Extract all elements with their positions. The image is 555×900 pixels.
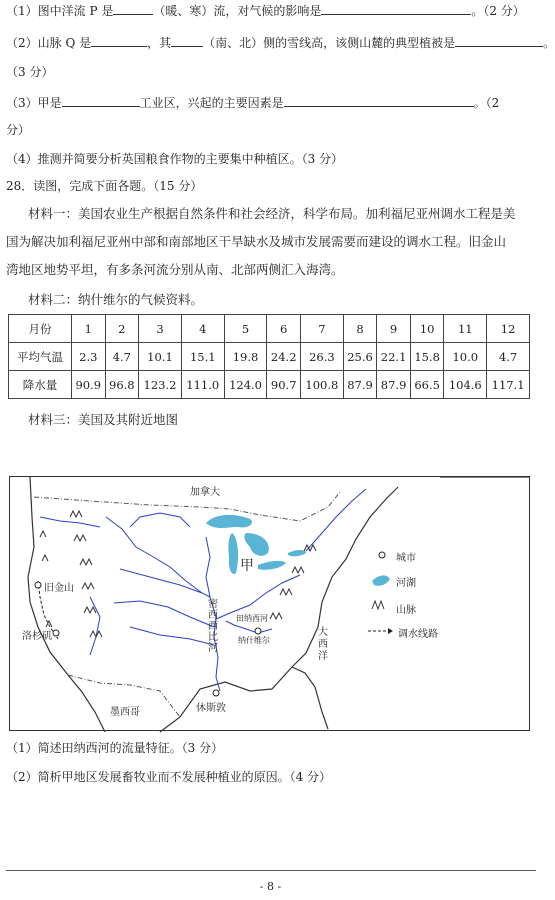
answer-blank[interactable]	[113, 2, 153, 15]
great-lake-erie	[258, 561, 286, 570]
missouri-river	[106, 517, 210, 597]
rocky-mountains-icon	[70, 511, 102, 637]
temperature-cell: 25.6	[343, 343, 377, 371]
material-1-line-3: 湾地区地势平坦，有多条河流分别从南、北部两侧汇入海湾。	[6, 262, 344, 277]
label-nashville: 纳什维尔	[238, 636, 270, 645]
month-cell: 12	[487, 315, 530, 343]
question-3-prefix: （3）甲是	[6, 96, 62, 110]
material-3-title: 材料三：美国及其附近地图	[28, 412, 179, 427]
answer-blank[interactable]	[171, 34, 203, 47]
temperature-cell: 4.7	[105, 343, 139, 371]
question-2-mid2: （南、北）侧的雪线高，该侧山麓的典型植被是	[203, 36, 456, 50]
temperature-cell: 15.8	[410, 343, 444, 371]
material-1-line-1: 材料一：美国农业生产根据自然条件和社会经济，科学布局。加利福尼亚州调水工程是美	[28, 206, 516, 221]
platte-river	[120, 569, 202, 593]
legend-city-label: 城市	[396, 553, 416, 564]
precipitation-cell: 90.7	[267, 371, 301, 399]
temperature-cell: 4.7	[487, 343, 530, 371]
legend-mountain-icon	[372, 601, 384, 609]
material-1-line-2: 国为解决加利福尼亚州中部和南部地区干旱缺水及城市发展需要而建设的调水工程。旧金山	[6, 234, 507, 249]
precipitation-cell: 87.9	[377, 371, 411, 399]
label-tennessee-river: 田纳西河	[236, 614, 268, 623]
question-3	[6, 94, 499, 111]
label-atlantic: 大西洋	[318, 627, 328, 662]
legend-city-icon	[379, 552, 385, 558]
precipitation-cell: 124.0	[224, 371, 267, 399]
month-cell: 10	[410, 315, 444, 343]
month-cell: 7	[300, 315, 343, 343]
question-2	[6, 34, 555, 51]
label-jia: 甲	[240, 558, 254, 574]
answer-blank[interactable]	[455, 34, 543, 47]
month-cell: 11	[444, 315, 487, 343]
table-row-temperature	[9, 343, 530, 371]
label-houston: 休斯敦	[196, 703, 226, 714]
subquestion-2: （2）简析甲地区发展畜牧业而不发展种植业的原因。（4 分）	[6, 770, 332, 784]
usa-map	[9, 476, 530, 731]
precipitation-cell: 117.1	[487, 371, 530, 399]
question-1-mid: （暖、寒）流，对气候的影响是	[153, 4, 322, 18]
precipitation-cell: 90.9	[72, 371, 106, 399]
material-2-title: 材料二：纳什维尔的气候资料。	[28, 292, 204, 307]
question-3-mid: 工业区，兴起的主要因素是	[139, 96, 284, 110]
month-cell: 5	[224, 315, 267, 343]
map-drawing	[10, 477, 531, 732]
great-lake-ontario	[288, 550, 306, 556]
page-number: - 8 -	[259, 880, 282, 893]
florida	[292, 667, 328, 729]
month-cell: 6	[267, 315, 301, 343]
nashville-marker	[255, 628, 261, 634]
month-cell: 4	[181, 315, 224, 343]
temperature-cell: 10.1	[139, 343, 182, 371]
st-lawrence-river	[306, 489, 366, 551]
precipitation-cell: 111.0	[181, 371, 224, 399]
question-4: （4）推测并简要分析英国粮食作物的主要集中种植区。（3 分）	[6, 152, 344, 166]
great-lake-michigan	[228, 533, 238, 574]
great-lake-huron	[244, 533, 268, 556]
precipitation-cell: 96.8	[105, 371, 139, 399]
temperature-cell: 24.2	[267, 343, 301, 371]
coastline	[28, 477, 530, 732]
month-cell: 8	[343, 315, 377, 343]
table-row-months	[9, 315, 530, 343]
gulf-coast	[160, 487, 398, 732]
precipitation-cell: 100.8	[300, 371, 343, 399]
houston-marker	[213, 690, 219, 696]
legend-lake-label: 河湖	[396, 578, 416, 589]
answer-blank[interactable]	[62, 94, 140, 107]
arkansas-river	[114, 601, 214, 627]
temperature-cell: 19.8	[224, 343, 267, 371]
temperature-cell: 10.0	[444, 343, 487, 371]
row-header-temperature: 平均气温	[9, 343, 72, 371]
footer-divider	[6, 870, 536, 871]
missouri-branch	[130, 513, 190, 527]
row-header-month: 月份	[9, 315, 72, 343]
question-2-mid1: ，其	[147, 36, 172, 50]
label-mexico: 墨西哥	[110, 707, 140, 718]
question-28-title: 28．读图，完成下面各题。（15 分）	[6, 179, 203, 193]
table-row-precipitation	[9, 371, 530, 399]
temperature-cell: 26.3	[300, 343, 343, 371]
question-1	[6, 2, 525, 19]
question-1-suffix: 。（2 分）	[471, 4, 525, 18]
month-cell: 2	[105, 315, 139, 343]
precipitation-cell: 66.5	[410, 371, 444, 399]
month-cell: 1	[72, 315, 106, 343]
legend-lake-icon	[372, 575, 390, 585]
canada-border	[34, 492, 340, 521]
subquestion-1: （1）简述田纳西河的流量特征。（3 分）	[6, 741, 224, 755]
answer-blank[interactable]	[321, 2, 471, 15]
answer-blank[interactable]	[91, 34, 147, 47]
temperature-cell: 22.1	[377, 343, 411, 371]
question-3-suffix: 。（2	[473, 96, 500, 110]
legend-route-label: 调水线路	[398, 629, 438, 640]
los-angeles-marker	[53, 630, 59, 636]
precipitation-cell: 123.2	[139, 371, 182, 399]
question-2-suffix: 。	[543, 36, 555, 50]
answer-blank[interactable]	[284, 94, 474, 107]
question-1-prefix: （1）图中洋流 P 是	[6, 4, 114, 18]
colorado-river	[90, 597, 100, 655]
question-2-prefix: （2）山脉 Q 是	[6, 36, 92, 50]
label-canada: 加拿大	[190, 487, 220, 498]
month-cell: 3	[139, 315, 182, 343]
climate-table	[8, 314, 530, 399]
legend-mountain-label: 山脉	[396, 605, 416, 616]
legend-route-arrow-icon	[388, 628, 393, 634]
row-header-precipitation: 降水量	[9, 371, 72, 399]
great-lake-superior	[206, 515, 252, 528]
san-francisco-marker	[35, 582, 41, 588]
columbia-river	[40, 517, 100, 527]
precipitation-cell: 87.9	[343, 371, 377, 399]
red-river	[130, 627, 214, 645]
temperature-cell: 2.3	[72, 343, 106, 371]
label-mississippi-river: 密西西比河	[208, 599, 218, 654]
label-los-angeles: 洛杉矶	[22, 631, 52, 642]
precipitation-cell: 104.6	[444, 371, 487, 399]
label-san-francisco: 旧金山	[44, 583, 74, 594]
month-cell: 9	[377, 315, 411, 343]
question-3-score: 分）	[6, 123, 31, 137]
question-2-score: （3 分）	[6, 65, 54, 79]
temperature-cell: 15.1	[181, 343, 224, 371]
